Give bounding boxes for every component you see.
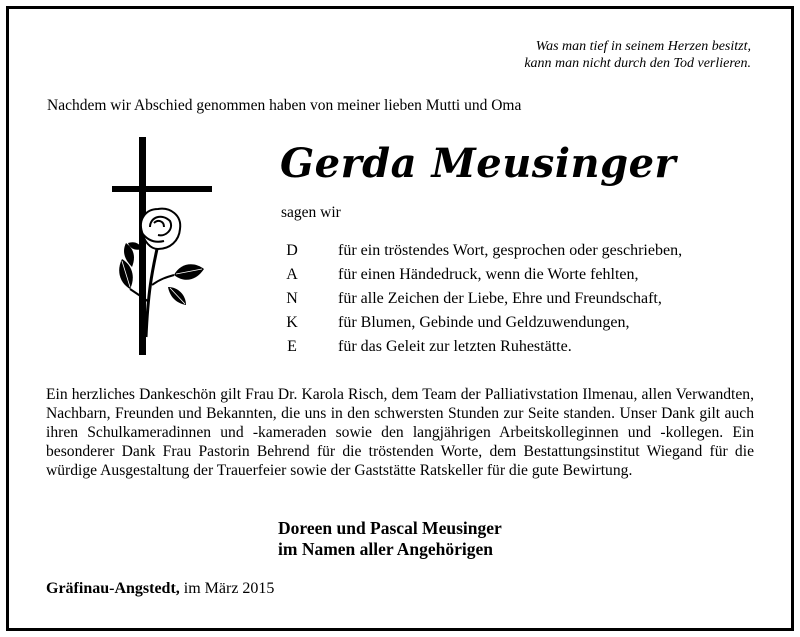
quote-line-1: Was man tief in seinem Herzen besitzt,	[535, 39, 751, 54]
danke-text: für alle Zeichen der Liebe, Ehre und Freundschaft,	[338, 290, 662, 307]
signature-block	[278, 518, 502, 560]
intro-text: Nachdem wir Abschied genommen haben von meiner lieben Mutti und Oma	[47, 97, 522, 114]
danke-row	[283, 338, 682, 362]
danke-row	[283, 314, 682, 338]
quote-line-2: kann man nicht durch den Tod verlieren.	[524, 56, 751, 71]
danke-letter: N	[286, 290, 298, 307]
danke-text: für Blumen, Gebinde und Geldzuwendungen,	[338, 314, 630, 331]
cross-with-rose-illustration	[112, 137, 212, 357]
deceased-name: Gerda Meusinger	[280, 140, 677, 187]
danke-letter: E	[287, 338, 297, 355]
signature-names: Doreen und Pascal Meusinger	[278, 518, 502, 538]
thanks-paragraph: Ein herzliches Dankeschön gilt Frau Dr. Karola Risch, dem Team der Palliativstation Ilmenau, allen Verwandten, Nachbarn, Freunden und Bekannten, die uns in den schwersten Stunden zur Seite standen. Unser Dank gilt auch ihren Schulkameradinnen und -kameraden sowie den langjährigen Arbeitskolleginnen und -kollegen. Ein besonderer Dank Frau Pastorin Behrend für die tröstenden Worte, dem Bestattungsinstitut Wiegand für die würdige Ausgestaltung der Trauerfeier sowie der Gaststätte Ratskeller für die gute Bewirtung.	[46, 386, 754, 479]
danke-text: für das Geleit zur letzten Ruhestätte.	[338, 338, 572, 355]
epigraph-quote	[524, 38, 751, 72]
danke-text: für ein tröstendes Wort, gesprochen oder geschrieben,	[338, 242, 683, 259]
danke-text: für einen Händedruck, wenn die Worte fehlten,	[338, 266, 639, 283]
place-date: im März 2015	[183, 580, 275, 597]
danke-list	[283, 242, 682, 362]
place-date-line	[46, 580, 274, 598]
danke-letter: K	[286, 314, 298, 331]
signature-relatives: im Namen aller Angehörigen	[278, 539, 494, 559]
danke-row	[283, 266, 682, 290]
danke-letter: A	[286, 266, 298, 283]
danke-letter: D	[286, 242, 298, 259]
sagen-wir-text: sagen wir	[281, 204, 341, 221]
danke-row	[283, 290, 682, 314]
place-location: Gräfinau-Angstedt,	[46, 580, 180, 597]
danke-row	[283, 242, 682, 266]
